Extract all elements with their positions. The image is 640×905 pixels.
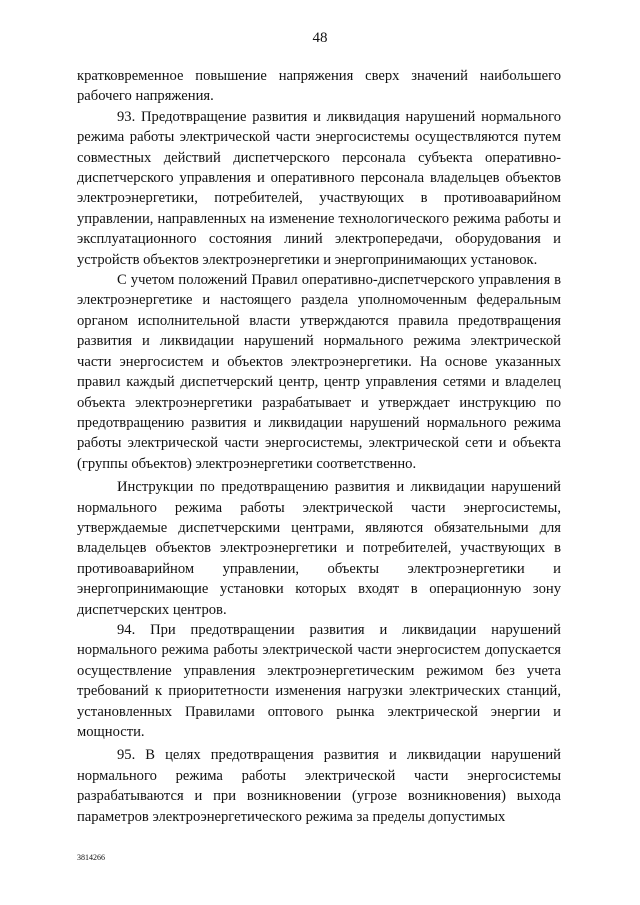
document-code: 3814266 [77,853,105,862]
page-number: 48 [312,30,328,46]
paragraph-rules-basis: С учетом положений Правил оперативно-диспетчерского управления в электроэнергетике и настоящего раздела уполномоченным федеральным органом исполнительной власти утверждаются правила предотвращения развития и ликвидации нарушений нормального режима электрической части энергосистем и объектов электроэнергетики. На основе указанных правил каждый диспетчерский центр, центр управления сетями и владелец объекта электроэнергетики разрабатывает и утверждает инструкцию по предотвращению развития и ликвидации нарушений нормального режима работы электрической части энергосистемы, электрической сети и объекта (группы объектов) электроэнергетики соответственно. [77,272,561,472]
paragraph-clause-94: 94. При предотвращении развития и ликвидации нарушений нормального режима работы электрической части энергосистем допускается осуществление управления электроэнергетическим режимом без учета требований к приоритетности изменения нагрузки электрических станций, установленных Правилами оптового рынка электрической энергии и мощности. [77,621,561,740]
paragraph-clause-93: 93. Предотвращение развития и ликвидация нарушений нормального режима работы электрической части энергосистемы осуществляются путем совместных действий диспетчерского персонала субъекта оперативно-диспетчерского управления и оперативного персонала владельцев объектов электроэнергетики, потребителей, участвующих в противоаварийном управлении, направленных на изменение технологического режима работы и эксплуатационного состояния линий электропередачи, оборудования и устройств объектов электроэнергетики и энергопринимающих установок. [77,108,561,268]
document-body [77,66,561,827]
paragraph-instructions: Инструкции по предотвращению развития и ликвидации нарушений нормального режима работы электрической части энергосистемы, утверждаемые диспетчерскими центрами, являются обязательными для владельцев объектов электроэнергетики и потребителей, участвующих в противоаварийном управлении, объекты электроэнергетики и энергопринимающие установки которых входят в операционную зону диспетчерских центров. [77,479,561,618]
paragraph-clause-95: 95. В целях предотвращения развития и ликвидации нарушений нормального режима работы электрической части энергосистемы разрабатываются и при возникновении (угрозе возникновения) выхода параметров электроэнергетического режима за пределы допустимых [77,747,561,825]
paragraph-continuation: кратковременное повышение напряжения сверх значений наибольшего рабочего напряжения. [77,68,561,105]
